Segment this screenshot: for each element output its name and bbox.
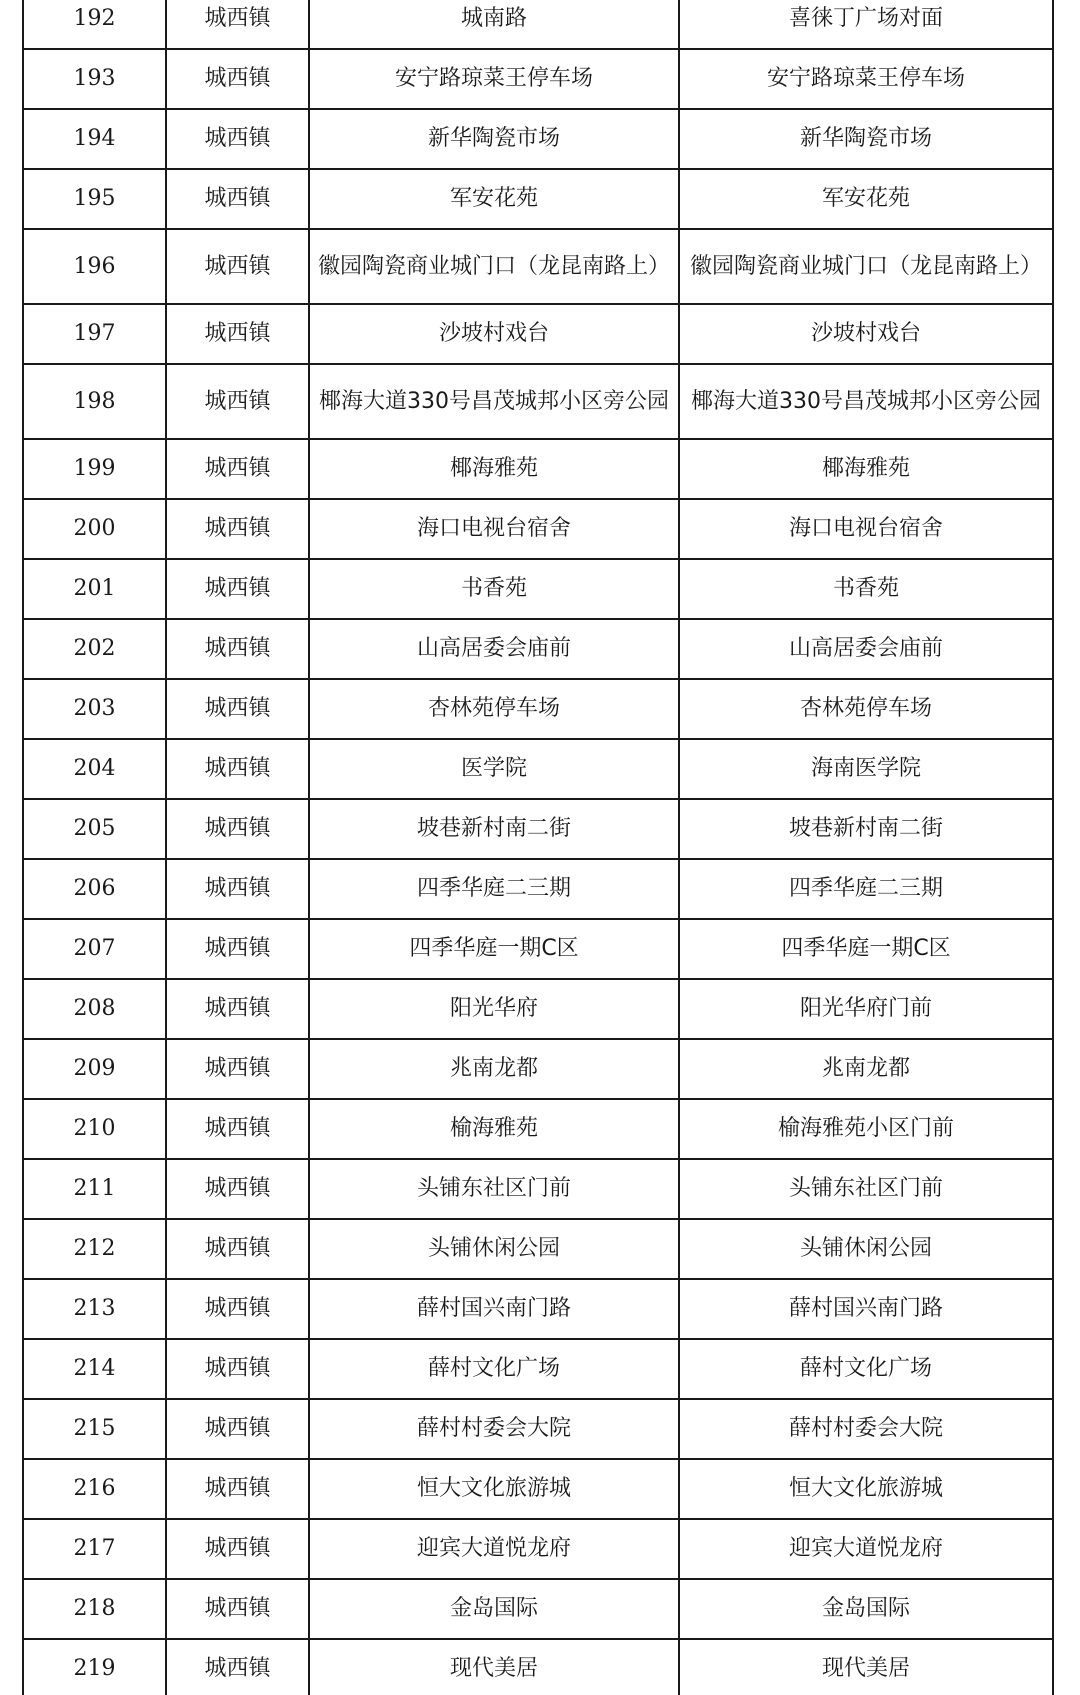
town-cell: 城西镇 (166, 499, 309, 559)
town-cell: 城西镇 (166, 109, 309, 169)
address-cell: 金岛国际 (679, 1579, 1053, 1639)
location-cell: 军安花苑 (309, 169, 679, 229)
town-cell: 城西镇 (166, 439, 309, 499)
location-cell: 薛村国兴南门路 (309, 1279, 679, 1339)
location-cell: 坡巷新村南二街 (309, 799, 679, 859)
location-table (22, 0, 1054, 1695)
table-row (23, 619, 1053, 679)
row-number: 216 (23, 1459, 166, 1519)
location-cell: 头铺东社区门前 (309, 1159, 679, 1219)
table-row (23, 559, 1053, 619)
table-row (23, 1579, 1053, 1639)
table-row (23, 1219, 1053, 1279)
town-cell: 城西镇 (166, 1219, 309, 1279)
table-row (23, 859, 1053, 919)
address-cell: 椰海雅苑 (679, 439, 1053, 499)
row-number: 215 (23, 1399, 166, 1459)
town-cell: 城西镇 (166, 619, 309, 679)
location-cell: 四季华庭二三期 (309, 859, 679, 919)
row-number: 210 (23, 1099, 166, 1159)
address-cell: 头铺东社区门前 (679, 1159, 1053, 1219)
table-row (23, 169, 1053, 229)
town-cell: 城西镇 (166, 304, 309, 364)
table-row (23, 1279, 1053, 1339)
town-cell: 城西镇 (166, 1099, 309, 1159)
address-cell: 海南医学院 (679, 739, 1053, 799)
table-row (23, 499, 1053, 559)
address-cell: 徽园陶瓷商业城门口（龙昆南路上） (679, 229, 1053, 304)
location-cell: 沙坡村戏台 (309, 304, 679, 364)
address-cell: 迎宾大道悦龙府 (679, 1519, 1053, 1579)
address-cell: 椰海大道330号昌茂城邦小区旁公园 (679, 364, 1053, 439)
town-cell: 城西镇 (166, 364, 309, 439)
location-cell: 兆南龙都 (309, 1039, 679, 1099)
table-row (23, 1399, 1053, 1459)
address-cell: 恒大文化旅游城 (679, 1459, 1053, 1519)
table-row (23, 49, 1053, 109)
table-row (23, 739, 1053, 799)
location-cell: 书香苑 (309, 559, 679, 619)
address-cell: 杏林苑停车场 (679, 679, 1053, 739)
location-cell: 安宁路琼菜王停车场 (309, 49, 679, 109)
row-number: 202 (23, 619, 166, 679)
table-row (23, 1459, 1053, 1519)
address-cell: 四季华庭一期C区 (679, 919, 1053, 979)
table-row (23, 979, 1053, 1039)
address-cell: 新华陶瓷市场 (679, 109, 1053, 169)
town-cell: 城西镇 (166, 979, 309, 1039)
address-cell: 兆南龙都 (679, 1039, 1053, 1099)
town-cell: 城西镇 (166, 169, 309, 229)
town-cell: 城西镇 (166, 1339, 309, 1399)
row-number: 205 (23, 799, 166, 859)
town-cell: 城西镇 (166, 859, 309, 919)
location-cell: 椰海大道330号昌茂城邦小区旁公园 (309, 364, 679, 439)
row-number: 201 (23, 559, 166, 619)
table-row (23, 1639, 1053, 1695)
address-cell: 安宁路琼菜王停车场 (679, 49, 1053, 109)
location-cell: 现代美居 (309, 1639, 679, 1695)
town-cell: 城西镇 (166, 49, 309, 109)
address-cell: 阳光华府门前 (679, 979, 1053, 1039)
row-number: 193 (23, 49, 166, 109)
table-row (23, 1519, 1053, 1579)
location-cell: 椰海雅苑 (309, 439, 679, 499)
table-row (23, 1039, 1053, 1099)
address-cell: 现代美居 (679, 1639, 1053, 1695)
town-cell: 城西镇 (166, 1519, 309, 1579)
table-row (23, 229, 1053, 304)
row-number: 214 (23, 1339, 166, 1399)
town-cell: 城西镇 (166, 1639, 309, 1695)
location-cell: 新华陶瓷市场 (309, 109, 679, 169)
location-cell: 薛村文化广场 (309, 1339, 679, 1399)
table-row (23, 304, 1053, 364)
table-row (23, 0, 1053, 49)
address-cell: 四季华庭二三期 (679, 859, 1053, 919)
address-cell: 书香苑 (679, 559, 1053, 619)
location-cell: 海口电视台宿舍 (309, 499, 679, 559)
address-cell: 沙坡村戏台 (679, 304, 1053, 364)
town-cell: 城西镇 (166, 1579, 309, 1639)
address-cell: 榆海雅苑小区门前 (679, 1099, 1053, 1159)
table-row (23, 1339, 1053, 1399)
row-number: 200 (23, 499, 166, 559)
table-row (23, 679, 1053, 739)
town-cell: 城西镇 (166, 1159, 309, 1219)
address-cell: 喜徕丁广场对面 (679, 0, 1053, 49)
table-row (23, 109, 1053, 169)
address-cell: 头铺休闲公园 (679, 1219, 1053, 1279)
location-cell: 金岛国际 (309, 1579, 679, 1639)
address-cell: 薛村村委会大院 (679, 1399, 1053, 1459)
row-number: 213 (23, 1279, 166, 1339)
town-cell: 城西镇 (166, 1039, 309, 1099)
location-cell: 榆海雅苑 (309, 1099, 679, 1159)
location-cell: 头铺休闲公园 (309, 1219, 679, 1279)
town-cell: 城西镇 (166, 1459, 309, 1519)
address-cell: 薛村国兴南门路 (679, 1279, 1053, 1339)
address-cell: 薛村文化广场 (679, 1339, 1053, 1399)
location-cell: 迎宾大道悦龙府 (309, 1519, 679, 1579)
location-cell: 医学院 (309, 739, 679, 799)
row-number: 208 (23, 979, 166, 1039)
address-cell: 山高居委会庙前 (679, 619, 1053, 679)
row-number: 211 (23, 1159, 166, 1219)
row-number: 199 (23, 439, 166, 499)
location-cell: 恒大文化旅游城 (309, 1459, 679, 1519)
row-number: 192 (23, 0, 166, 49)
town-cell: 城西镇 (166, 799, 309, 859)
row-number: 218 (23, 1579, 166, 1639)
row-number: 197 (23, 304, 166, 364)
address-cell: 军安花苑 (679, 169, 1053, 229)
town-cell: 城西镇 (166, 919, 309, 979)
row-number: 219 (23, 1639, 166, 1695)
town-cell: 城西镇 (166, 679, 309, 739)
location-cell: 阳光华府 (309, 979, 679, 1039)
table-row (23, 799, 1053, 859)
table-body (23, 0, 1053, 1695)
location-cell: 城南路 (309, 0, 679, 49)
row-number: 206 (23, 859, 166, 919)
location-cell: 杏林苑停车场 (309, 679, 679, 739)
location-cell: 薛村村委会大院 (309, 1399, 679, 1459)
town-cell: 城西镇 (166, 1279, 309, 1339)
town-cell: 城西镇 (166, 229, 309, 304)
row-number: 203 (23, 679, 166, 739)
row-number: 196 (23, 229, 166, 304)
row-number: 217 (23, 1519, 166, 1579)
row-number: 207 (23, 919, 166, 979)
address-cell: 海口电视台宿舍 (679, 499, 1053, 559)
table-row (23, 1099, 1053, 1159)
location-cell: 四季华庭一期C区 (309, 919, 679, 979)
table-row (23, 919, 1053, 979)
row-number: 212 (23, 1219, 166, 1279)
town-cell: 城西镇 (166, 0, 309, 49)
table-row (23, 439, 1053, 499)
location-cell: 山高居委会庙前 (309, 619, 679, 679)
row-number: 198 (23, 364, 166, 439)
row-number: 209 (23, 1039, 166, 1099)
address-cell: 坡巷新村南二街 (679, 799, 1053, 859)
row-number: 204 (23, 739, 166, 799)
location-cell: 徽园陶瓷商业城门口（龙昆南路上） (309, 229, 679, 304)
table-row (23, 364, 1053, 439)
town-cell: 城西镇 (166, 1399, 309, 1459)
row-number: 194 (23, 109, 166, 169)
town-cell: 城西镇 (166, 739, 309, 799)
table-row (23, 1159, 1053, 1219)
town-cell: 城西镇 (166, 559, 309, 619)
row-number: 195 (23, 169, 166, 229)
